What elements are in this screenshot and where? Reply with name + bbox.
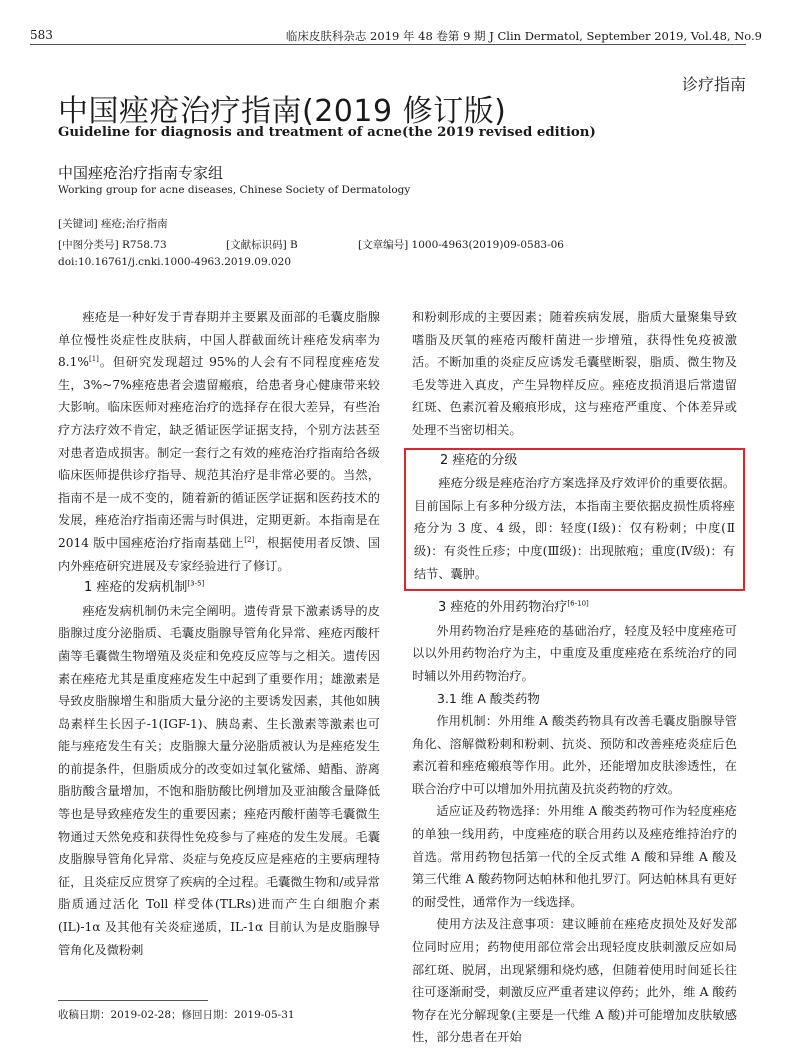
right-column [412, 306, 737, 1049]
keywords: [关键词] 痤疮;治疗指南 [58, 218, 168, 230]
classification-line [58, 237, 564, 252]
section-heading-topical: 3 痤疮的外用药物治疗[6-10] [438, 599, 589, 616]
pathogenesis-continued: 和粉刺形成的主要因素；随着疾病发展，脂质大量聚集导致嗜脂及厌氧的痤疮丙酸杆菌进一步增殖，获得性免疫被激活。不断加重的炎症反应诱发毛囊壁断裂，脂质、微生物及毛发等进入真皮，产生异物样反应。痤疮皮损消退后常遗留红斑、色素沉着及瘢痕形成，这与痤疮严重度、个体差异或处理不当密切相关。 [412, 310, 737, 437]
highlight-box [404, 448, 745, 592]
title-english: Guideline for diagnosis and treatment of acne(the 2019 revised edition) [58, 125, 596, 140]
subsection-heading-retinoids: 3.1 维 A 酸类药物 [437, 690, 540, 706]
received-date-footnote: 收稿日期：2019-02-28；修回日期：2019-05-31 [58, 1009, 295, 1021]
section-heading-grading: 2 痤疮的分级 [440, 452, 518, 468]
header-rule [30, 44, 746, 45]
document-code: [文献标识码] B [226, 239, 298, 251]
page-number: 583 [30, 28, 53, 42]
topical-paragraph: 外用药物治疗是痤疮的基础治疗，轻度及轻中度痤疮可以以外用药物治疗为主，中重度及重度痤疮在系统治疗的同时辅以外用药物治疗。 [412, 623, 737, 683]
article-category: 诊疗指南 [681, 75, 746, 94]
article-number: [文章编号] 1000-4963(2019)09-0583-06 [358, 239, 564, 251]
section-heading-pathogenesis: 1 痤疮的发病机制[3-5] [84, 579, 205, 596]
title-chinese: 中国痤疮治疗指南(2019 修订版) [58, 94, 507, 129]
intro-paragraph: 痤疮是一种好发于青春期并主要累及面部的毛囊皮脂腺单位慢性炎症性皮肤病，中国人群截面统计痤疮发病率为 8.1%[1]。但研究发现超过 95%的人会有不同程度痤疮发生，3%~7%痤疮患者会遗留瘢痕，给患者身心健康带来较大影响。临床医师对痤疮治疗的选择存在很大差异，有些治疗方法疗效不肯定，缺乏循证医学证据支持，个别方法甚至对患者造成损害。制定一套行之有效的痤疮治疗指南给各级临床医师提供诊疗指导、规范其治疗是非常必要的。当然，指南不是一成不变的，随着新的循证医学证据和医药技术的发展，痤疮治疗指南还需与时俱进，定期更新。本指南是在2014 版中国痤疮治疗指南基础上[2]，根据使用者反馈、国内外痤疮研究进展及专家经验进行了修订。 [58, 310, 381, 573]
author-english: Working group for acne diseases, Chinese Society of Dermatology [58, 184, 411, 196]
grading-paragraph: 痤疮分级是痤疮治疗方案选择及疗效评价的重要依据。目前国际上有多种分级方法，本指南主要依据皮损性质将痤疮分为 3 度、4 级，即：轻度(Ⅰ级)：仅有粉刺；中度(Ⅱ级)：有炎性丘疹；中度(Ⅲ级)：出现脓疱；重度(Ⅳ级)：有结节、囊肿。 [414, 476, 735, 581]
pathogenesis-paragraph: 痤疮发病机制仍未完全阐明。遗传背景下激素诱导的皮脂腺过度分泌脂质、毛囊皮脂腺导管角化异常、痤疮丙酸杆菌等毛囊微生物增殖及炎症和免疫反应等与之相关。遗传因素在痤疮尤其是重度痤疮发生中起到了重要作用；雄激素是导致皮脂腺增生和脂质大量分泌的主要诱发因素，其他如胰岛素样生长因子-1(IGF-1)、胰岛素、生长激素等激素也可能与痤疮发生有关；皮脂腺大量分泌脂质被认为是痤疮发生的前提条件，但脂质成分的改变如过氧化鲨烯、蜡酯、游离脂肪酸含量增加，不饱和脂肪酸比例增加及亚油酸含量降低等也是导致痤疮发生的重要因素；痤疮丙酸杆菌等毛囊微生物通过天然免疫和获得性免疫参与了痤疮的发生发展。毛囊皮脂腺导管角化异常、炎症与免疫反应是痤疮的主要病理特征，且炎症反应贯穿了疾病的全过程。毛囊微生物和/或异常脂质通过活化 Toll 样受体(TLRs)进而产生白细胞介素(IL)-1α 及其他有关炎症递质，IL-1α 目前认为是皮脂腺导管角化及微粉刺 [58, 603, 380, 957]
indication-paragraph: 适应证及药物选择：外用维 A 酸类药物可作为轻度痤疮的单独一线用药，中度痤疮的联合用药以及痤疮维持治疗的首选。常用药物包括第一代的全反式维 A 酸和异维 A 酸及第三代维 A 酸药物阿达帕林和他扎罗汀。阿达帕林具有更好的耐受性，通常作为一线选择。 [412, 804, 737, 909]
usage-paragraph: 使用方法及注意事项：建议睡前在痤疮皮损处及好发部位同时应用；药物使用部位常会出现轻度皮肤刺激反应如局部红斑、脱屑，出现紧绷和烧灼感，但随着使用时间延长往往可逐渐耐受，刺激反应严重者建议停药；此外，维 A 酸药物存在光分解现象(主要是一代维 A 酸)并可能增加皮肤敏感性，部分患者在开始 [412, 917, 737, 1045]
mechanism-paragraph: 作用机制：外用维 A 酸类药物具有改善毛囊皮脂腺导管角化、溶解微粉刺和粉刺、抗炎、预防和改善痤疮炎症后色素沉着和痤疮瘢痕等作用。此外，还能增加皮肤渗透性，在联合治疗中可以增加外用抗菌及抗炎药物的疗效。 [412, 714, 737, 796]
clc-number: [中图分类号] R758.73 [58, 239, 167, 251]
running-head: 临床皮肤科杂志 2019 年 48 卷第 9 期 J Clin Dermatol, September 2019, Vol.48, No.9 [285, 29, 762, 43]
author-chinese: 中国痤疮治疗指南专家组 [58, 164, 224, 182]
left-column [58, 306, 380, 961]
doi: doi:10.16761/j.cnki.1000-4963.2019.09.020 [58, 256, 291, 268]
footnote-rule [58, 1000, 208, 1001]
